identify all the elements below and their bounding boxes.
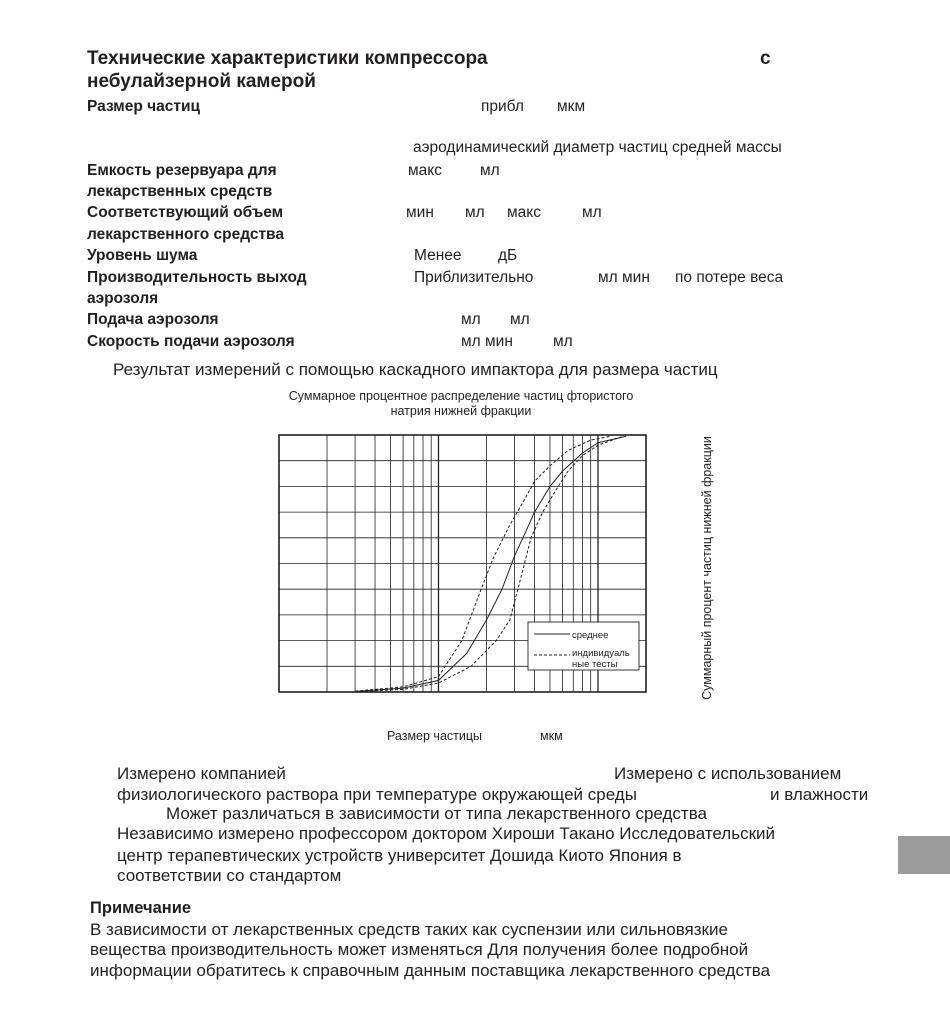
note-line5: центр терапевтических устройств университет Дошида Киото Япония в (117, 846, 682, 865)
chart-title-line1: Суммарное процентное распределение частиц фтористого (288, 389, 634, 403)
results-heading: Результат измерений с помощью каскадного импактора для размера частиц (113, 360, 718, 379)
remark-heading: Примечание (90, 899, 192, 917)
spec-volume-value2: мл (465, 204, 485, 221)
spec-output-label2: аэрозоля (87, 290, 159, 307)
note-measured-by: Измерено компанией (117, 764, 286, 783)
legend-label-individual-2: ные тесты (572, 659, 618, 670)
remark-line1: В зависимости от лекарственных средств таких как суспензии или сильновязкие (90, 920, 728, 939)
spec-particle-size-value1: прибл (481, 98, 524, 115)
legend-label-mean: среднее (572, 630, 609, 641)
legend-label-individual-1: индивидуаль (572, 648, 630, 659)
note-line6: соответствии со стандартом (117, 866, 342, 885)
y-axis-label: Суммарный процент частиц нижней фракции (700, 436, 714, 700)
spec-noise-value2: дБ (498, 247, 518, 264)
spec-output-value3: по потере веса (675, 269, 784, 286)
spec-output-value1: Приблизительно (414, 269, 534, 286)
spec-output-value2: мл мин (598, 269, 650, 286)
remark-line2: вещества производительность может изменяться Для получения более подробной (90, 940, 749, 959)
chart-legend (528, 622, 639, 670)
spec-volume-value3: макс (507, 204, 541, 221)
note-line2: физиологического раствора при температуре окружающей среды (117, 785, 637, 804)
spec-particle-size-value2: мкм (557, 98, 586, 115)
remark-line3: информации обратитесь к справочным данным поставщика лекарственного средства (90, 961, 771, 980)
spec-noise-value1: Менее (414, 247, 462, 264)
note-humidity: и влажности (770, 785, 869, 804)
side-page-tab (898, 836, 950, 874)
spec-rate-label: Скорость подачи аэрозоля (87, 333, 295, 350)
page-title-line2: небулайзерной камерой (87, 71, 316, 92)
spec-reservoir-value2: мл (480, 162, 500, 179)
spec-volume-value1: мин (406, 204, 434, 221)
spec-rate-value1: мл мин (461, 333, 513, 350)
spec-particle-size-note: аэродинамический диаметр частиц средней массы (413, 139, 782, 156)
page-title: Технические характеристики компрессора (87, 48, 488, 69)
note-line3: Может различаться в зависимости от типа лекарственного средства (166, 804, 708, 823)
spec-volume-label: Соответствующий объем (87, 204, 284, 221)
x-axis-unit: мкм (540, 729, 563, 743)
x-axis-label: Размер частицы (387, 729, 483, 743)
spec-volume-value4: мл (582, 204, 602, 221)
spec-particle-size-label: Размер частиц (87, 98, 201, 115)
spec-output-label: Производительность выход (87, 269, 307, 286)
spec-reservoir-label: Емкость резервуара для (87, 162, 277, 179)
spec-reservoir-label2: лекарственных средств (87, 183, 273, 200)
spec-supply-value1: мл (461, 311, 481, 328)
spec-supply-label: Подача аэрозоля (87, 311, 219, 328)
spec-noise-label: Уровень шума (87, 247, 198, 264)
note-measured-using: Измерено с использованием (614, 764, 842, 783)
page-title-suffix: с (760, 48, 771, 69)
spec-rate-value2: мл (553, 333, 573, 350)
spec-supply-value2: мл (510, 311, 530, 328)
spec-reservoir-value1: макс (408, 162, 442, 179)
spec-volume-label2: лекарственного средства (87, 226, 284, 243)
chart-title-line2: натрия нижней фракции (390, 404, 532, 418)
note-line4: Независимо измерено профессором доктором Хироши Такано Исследовательский (117, 824, 776, 843)
